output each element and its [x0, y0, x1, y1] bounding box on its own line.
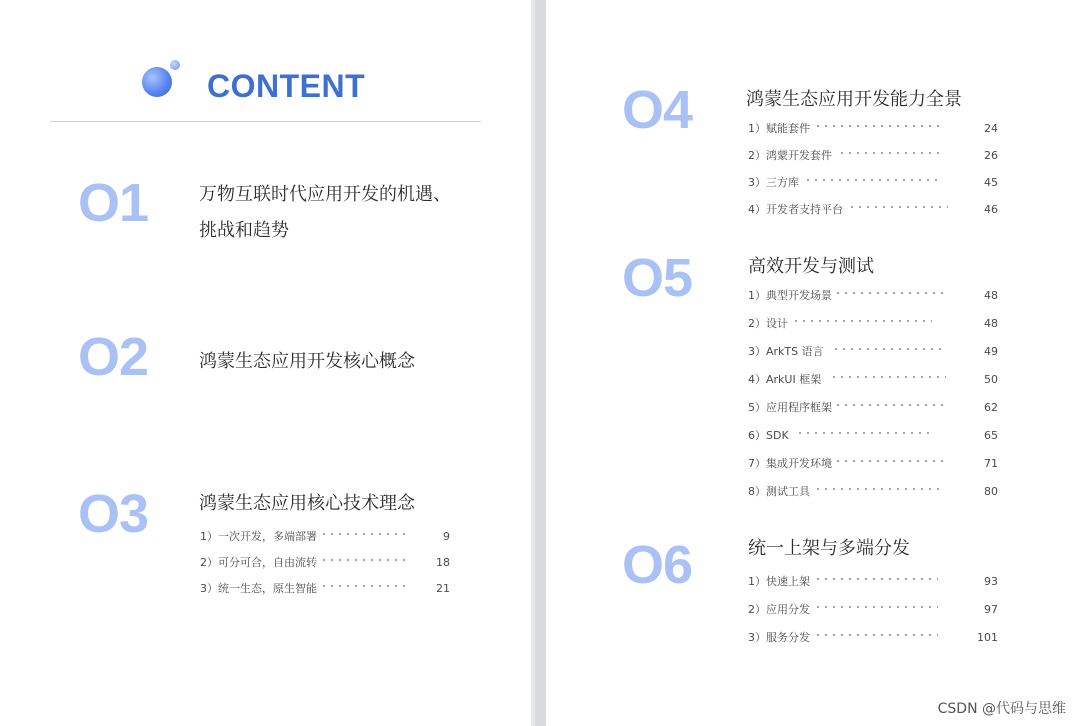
logo-icon — [142, 60, 182, 100]
toc-entry[interactable] — [748, 197, 998, 224]
entry-page: 71 — [984, 457, 998, 470]
left-page — [0, 0, 531, 726]
toc-entry[interactable] — [200, 576, 450, 602]
chapter-title-line-2: 挑战和趋势 — [199, 220, 289, 241]
chapter-title: 统一上架与多端分发 — [748, 538, 910, 559]
entry-label: 2）可分可合，自由流转 — [200, 556, 317, 569]
toc-entry[interactable] — [748, 395, 998, 423]
toc-entry[interactable] — [748, 451, 998, 479]
entry-label: 3）统一生态，原生智能 — [200, 582, 317, 595]
dot-leader — [830, 376, 946, 378]
chapter-number: O6 — [622, 535, 693, 595]
entry-label: 3）服务分发 — [748, 631, 810, 644]
chapter-title: 鸿蒙生态应用开发能力全景 — [746, 89, 962, 110]
chapter-title-line-1: 万物互联时代应用开发的机遇、 — [199, 184, 451, 205]
dot-leader — [834, 292, 946, 294]
chapter-title: 高效开发与测试 — [748, 256, 874, 277]
header-divider — [50, 121, 481, 122]
entry-page: 101 — [977, 631, 998, 644]
entry-page: 93 — [984, 575, 998, 588]
toc-entry[interactable] — [748, 283, 998, 311]
dot-leader — [838, 152, 942, 154]
entry-page: 46 — [984, 203, 998, 216]
entry-page: 62 — [984, 401, 998, 414]
dot-leader — [804, 179, 942, 181]
toc-entry[interactable] — [200, 550, 450, 576]
toc-entry[interactable] — [748, 625, 998, 653]
dot-leader — [796, 432, 932, 434]
entry-page: 18 — [436, 556, 450, 569]
toc-entries — [748, 569, 998, 653]
entry-page: 97 — [984, 603, 998, 616]
entry-page: 26 — [984, 149, 998, 162]
chapter-number: O5 — [622, 248, 693, 308]
entry-page: 65 — [984, 429, 998, 442]
chapter-number: O3 — [78, 484, 149, 544]
entry-label: 6）SDK — [748, 429, 789, 442]
toc-entry[interactable] — [748, 423, 998, 451]
entry-label: 2）应用分发 — [748, 603, 810, 616]
dot-leader — [814, 488, 940, 490]
right-page — [546, 0, 1080, 726]
chapter-title: 鸿蒙生态应用核心技术理念 — [199, 493, 415, 514]
entry-label: 1）一次开发，多端部署 — [200, 530, 317, 543]
entry-label: 3）三方库 — [748, 176, 799, 189]
dot-leader — [792, 320, 932, 322]
chapter-04 — [622, 80, 1062, 230]
dot-leader — [814, 125, 942, 127]
entry-label: 4）开发者支持平台 — [748, 203, 843, 216]
dot-leader — [832, 348, 946, 350]
chapter-03 — [78, 484, 458, 614]
entry-page: 50 — [984, 373, 998, 386]
dot-leader — [814, 578, 938, 580]
chapter-number: O4 — [622, 80, 693, 140]
entry-page: 21 — [436, 582, 450, 595]
toc-entry[interactable] — [748, 170, 998, 197]
chapter-title: 鸿蒙生态应用开发核心概念 — [199, 351, 415, 372]
chapter-number: O1 — [78, 173, 149, 233]
entry-page: 45 — [984, 176, 998, 189]
toc-entry[interactable] — [200, 524, 450, 550]
entry-page: 80 — [984, 485, 998, 498]
dot-leader — [814, 634, 938, 636]
entry-page: 48 — [984, 317, 998, 330]
toc-entry[interactable] — [748, 311, 998, 339]
dot-leader — [814, 606, 938, 608]
dot-leader — [848, 206, 948, 208]
page-title: CONTENT — [207, 68, 366, 104]
toc-entries — [748, 116, 998, 224]
chapter-05 — [622, 248, 1062, 508]
entry-label: 8）测试工具 — [748, 485, 810, 498]
dot-leader — [320, 559, 406, 561]
entry-page: 9 — [443, 530, 450, 543]
toc-entry[interactable] — [748, 143, 998, 170]
chapter-01 — [78, 173, 498, 283]
entry-page: 24 — [984, 122, 998, 135]
chapter-title — [199, 177, 451, 249]
page-gutter — [531, 0, 535, 726]
toc-entry[interactable] — [748, 479, 998, 507]
chapter-02 — [78, 327, 498, 397]
entry-page: 48 — [984, 289, 998, 302]
entry-label: 4）ArkUI 框架 — [748, 373, 822, 386]
entry-label: 5）应用程序框架 — [748, 401, 832, 414]
dot-leader — [834, 404, 946, 406]
toc-entry[interactable] — [748, 367, 998, 395]
dot-leader — [320, 533, 406, 535]
chapter-number: O2 — [78, 327, 149, 387]
dot-leader — [834, 460, 946, 462]
watermark: CSDN @代码与思维 — [937, 701, 1066, 717]
entry-label: 1）赋能套件 — [748, 122, 810, 135]
toc-entry[interactable] — [748, 339, 998, 367]
entry-page: 49 — [984, 345, 998, 358]
toc-entries — [748, 283, 998, 507]
entry-label: 7）集成开发环境 — [748, 457, 832, 470]
entry-label: 2）鸿蒙开发套件 — [748, 149, 832, 162]
toc-entry[interactable] — [748, 597, 998, 625]
entry-label: 2）设计 — [748, 317, 788, 330]
toc-entry[interactable] — [748, 569, 998, 597]
entry-label: 1）快速上架 — [748, 575, 810, 588]
entry-label: 3）ArkTS 语言 — [748, 345, 824, 358]
toc-entries — [200, 524, 450, 602]
chapter-06 — [622, 535, 1062, 665]
dot-leader — [320, 585, 406, 587]
toc-entry[interactable] — [748, 116, 998, 143]
entry-label: 1）典型开发场景 — [748, 289, 832, 302]
